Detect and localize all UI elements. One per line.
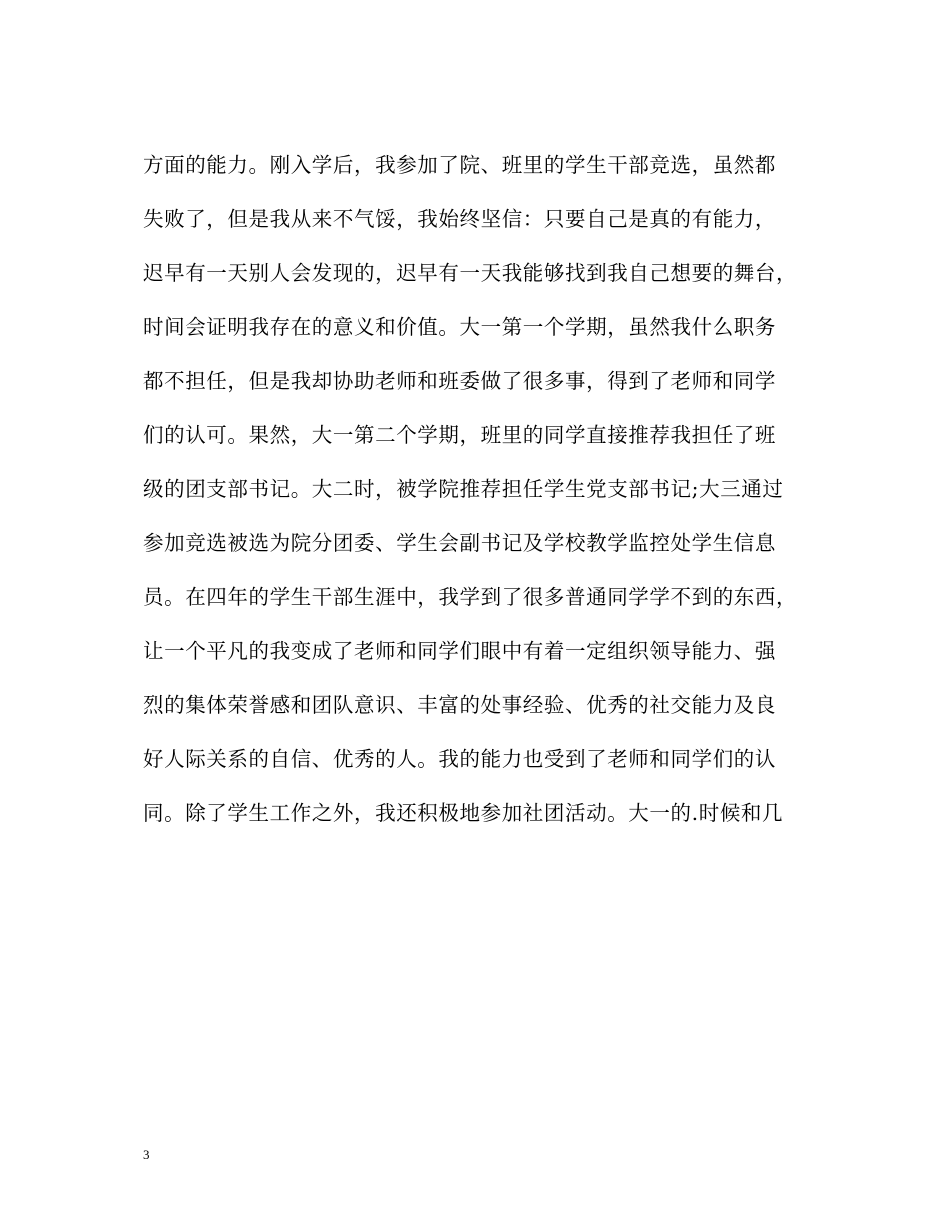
text-line: 级的团支部书记。大二时，被学院推荐担任学生党支部书记;大三通过 xyxy=(143,477,784,501)
page-number: 3 xyxy=(143,1147,150,1162)
text-line: 烈的集体荣誉感和团队意识、丰富的处事经验、优秀的社交能力及良 xyxy=(143,693,776,717)
text-line: 让一个平凡的我变成了老师和同学们眼中有着一定组织领导能力、强 xyxy=(143,639,776,663)
text-line: 参加竞选被选为院分团委、学生会副书记及学校教学监控处学生信息 xyxy=(143,531,776,555)
text-line: 方面的能力。刚入学后，我参加了院、班里的学生干部竞选，虽然都 xyxy=(143,153,776,177)
text-line: 们的认可。果然，大一第二个学期，班里的同学直接推荐我担任了班 xyxy=(143,423,776,447)
text-line: 好人际关系的自信、优秀的人。我的能力也受到了老师和同学们的认 xyxy=(143,747,776,771)
text-line: 都不担任，但是我却协助老师和班委做了很多事，得到了老师和同学 xyxy=(143,369,776,393)
text-line: 同。除了学生工作之外，我还积极地参加社团活动。大一的.时候和几 xyxy=(143,801,784,825)
text-line: 时间会证明我存在的意义和价值。大一第一个学期，虽然我什么职务 xyxy=(143,315,776,339)
text-line: 员。在四年的学生干部生涯中，我学到了很多普通同学学不到的东西， xyxy=(143,585,798,609)
text-line: 迟早有一天别人会发现的，迟早有一天我能够找到我自己想要的舞台， xyxy=(143,261,798,285)
body-text xyxy=(143,138,823,840)
text-line: 失败了，但是我从来不气馁，我始终坚信：只要自己是真的有能力， xyxy=(143,207,776,231)
